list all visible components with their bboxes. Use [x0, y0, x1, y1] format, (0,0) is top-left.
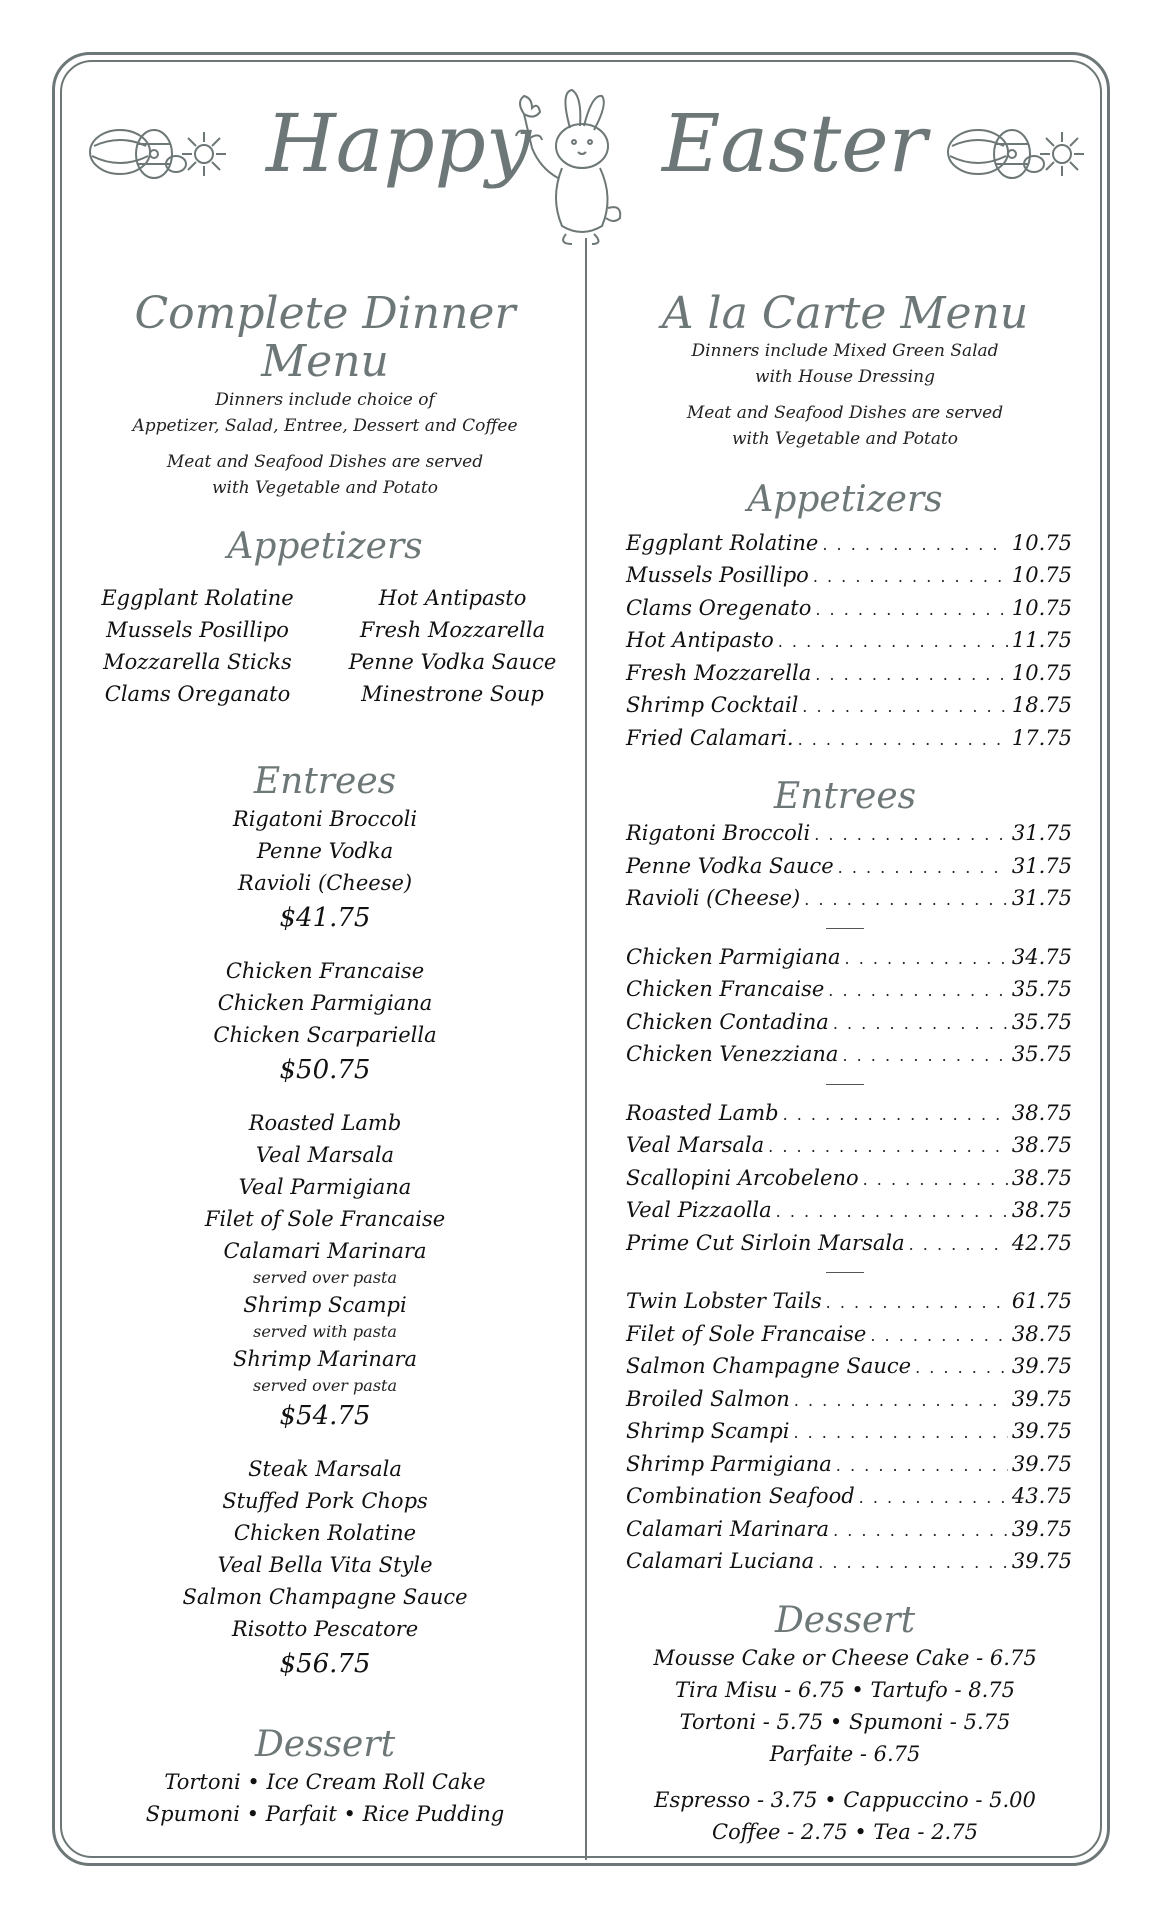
- entree-item: Chicken Parmigiana: [217, 991, 433, 1016]
- complete-note: Appetizer, Salad, Entree, Dessert and Coffee: [132, 415, 518, 436]
- price-row: [600, 1039, 1090, 1072]
- column-divider: [585, 238, 587, 1860]
- dish-name: Shrimp Cocktail: [626, 693, 799, 718]
- price-row: [600, 1007, 1090, 1040]
- appetizer-item: Mussels Posillipo: [106, 617, 289, 642]
- dish-name: Broiled Salmon: [626, 1386, 790, 1411]
- price-row: [600, 942, 1090, 975]
- price-row: [600, 690, 1090, 723]
- dish-price: 10.75: [1011, 530, 1072, 555]
- dessert-line: Parfaite - 6.75: [769, 1741, 921, 1766]
- dish-name: Chicken Venezziana: [626, 1042, 839, 1067]
- header-happy: Happy: [266, 97, 532, 190]
- entree-item: Filet of Sole Francaise: [204, 1207, 446, 1232]
- dish-price: 42.75: [1011, 1230, 1072, 1255]
- entree-group: [80, 1453, 570, 1683]
- dish-name: Fresh Mozzarella: [626, 660, 812, 685]
- complete-menu-title: Complete Dinner Menu: [134, 288, 516, 388]
- entree-item: Veal Bella Vita Style: [217, 1553, 433, 1578]
- dish-name: Ravioli (Cheese): [626, 886, 801, 911]
- alacarte-note: Dinners include Mixed Green Salad: [691, 341, 999, 362]
- price-row: [600, 723, 1090, 756]
- dish-price: 35.75: [1011, 1009, 1072, 1034]
- alacarte-menu-title: A la Carte Menu: [661, 288, 1029, 339]
- dish-name: Eggplant Rolatine: [626, 530, 819, 555]
- price-row: [600, 1449, 1090, 1482]
- price-row: [600, 851, 1090, 884]
- easter-eggs-icon: [946, 120, 1086, 182]
- easter-bunny-icon: [510, 88, 640, 248]
- price-row: [600, 1514, 1090, 1547]
- price-row: [600, 560, 1090, 593]
- dish-price: 38.75: [1011, 1165, 1072, 1190]
- dish-price: 10.75: [1011, 563, 1072, 588]
- dish-name: Calamari Marinara: [626, 1516, 830, 1541]
- dish-name: Calamari Luciana: [626, 1549, 815, 1574]
- price-row: [600, 818, 1090, 851]
- group-separator: [826, 928, 864, 929]
- dessert-line: Tortoni - 5.75 • Spumoni - 5.75: [679, 1709, 1011, 1734]
- group-price: $50.75: [279, 1055, 371, 1086]
- price-row: [600, 1546, 1090, 1579]
- dish-price: 38.75: [1011, 1133, 1072, 1158]
- dish-price: 39.75: [1011, 1386, 1072, 1411]
- dessert-heading: Dessert: [774, 1599, 916, 1641]
- dish-name: Prime Cut Sirloin Marsala: [626, 1230, 905, 1255]
- dish-name: Filet of Sole Francaise: [626, 1321, 867, 1346]
- dish-name: Chicken Contadina: [626, 1009, 829, 1034]
- entree-group: [80, 1107, 570, 1435]
- price-row: [600, 1384, 1090, 1417]
- dish-price: 39.75: [1011, 1549, 1072, 1574]
- dish-name: Shrimp Parmigiana: [626, 1451, 832, 1476]
- dish-price: 38.75: [1011, 1321, 1072, 1346]
- entree-item: Roasted Lamb: [248, 1111, 402, 1136]
- entree-item: Stuffed Pork Chops: [222, 1489, 428, 1514]
- dish-name: Combination Seafood: [626, 1484, 855, 1509]
- dish-name: Veal Pizzaolla: [626, 1198, 772, 1223]
- complete-note: with Vegetable and Potato: [211, 477, 439, 498]
- a-la-carte-menu: [600, 290, 1090, 1848]
- dish-name: Fried Calamari.: [626, 725, 794, 750]
- drinks-line: Espresso - 3.75 • Cappuccino - 5.00: [654, 1787, 1036, 1812]
- appetizer-item: Eggplant Rolatine: [101, 585, 294, 610]
- dish-price: 35.75: [1011, 977, 1072, 1002]
- entree-item: Chicken Scarpariella: [213, 1023, 437, 1048]
- entree-item: Steak Marsala: [248, 1457, 402, 1482]
- dish-price: 18.75: [1011, 693, 1072, 718]
- dessert-line: Mousse Cake or Cheese Cake - 6.75: [653, 1645, 1037, 1670]
- dish-price: 31.75: [1011, 853, 1072, 878]
- entree-note: served with pasta: [253, 1322, 397, 1342]
- entree-item: Penne Vodka: [256, 839, 394, 864]
- dish-name: Rigatoni Broccoli: [626, 821, 811, 846]
- appetizer-item: Penne Vodka Sauce: [348, 649, 557, 674]
- entree-item: Shrimp Scampi: [243, 1293, 407, 1318]
- dessert-line: Tortoni • Ice Cream Roll Cake: [164, 1770, 486, 1795]
- dish-price: 31.75: [1011, 821, 1072, 846]
- price-row: [600, 658, 1090, 691]
- entrees-heading: Entrees: [773, 776, 917, 818]
- dish-price: 10.75: [1011, 595, 1072, 620]
- appetizers-list: [80, 582, 570, 710]
- dish-name: Twin Lobster Tails: [626, 1289, 822, 1314]
- entrees-heading: Entrees: [253, 760, 397, 802]
- appetizer-item: Mozzarella Sticks: [103, 649, 292, 674]
- entree-item: Risotto Pescatore: [231, 1617, 419, 1642]
- price-row: [600, 1228, 1090, 1261]
- dish-name: Chicken Francaise: [626, 977, 825, 1002]
- alacarte-note: with House Dressing: [755, 367, 935, 388]
- entree-item: Shrimp Marinara: [232, 1347, 418, 1372]
- dish-price: 43.75: [1011, 1484, 1072, 1509]
- dish-price: 11.75: [1011, 628, 1072, 653]
- appetizer-item: Hot Antipasto: [378, 585, 527, 610]
- dish-name: Chicken Parmigiana: [626, 944, 841, 969]
- dish-price: 35.75: [1011, 1042, 1072, 1067]
- dish-price: 61.75: [1011, 1289, 1072, 1314]
- dish-price: 10.75: [1011, 660, 1072, 685]
- appetizer-item: Clams Oreganato: [104, 681, 291, 706]
- price-row: [600, 1098, 1090, 1131]
- alacarte-note: with Vegetable and Potato: [731, 429, 959, 450]
- entree-item: Veal Parmigiana: [238, 1175, 412, 1200]
- dish-price: 17.75: [1011, 725, 1072, 750]
- dessert-heading: Dessert: [254, 1724, 396, 1766]
- entrees-price-list: [600, 818, 1090, 1579]
- drinks-line: Coffee - 2.75 • Tea - 2.75: [712, 1819, 978, 1844]
- appetizers-heading: Appetizers: [747, 479, 943, 521]
- price-row: [600, 1416, 1090, 1449]
- dish-name: Roasted Lamb: [626, 1100, 779, 1125]
- dish-name: Shrimp Scampi: [626, 1419, 790, 1444]
- entree-item: Veal Marsala: [255, 1143, 395, 1168]
- entree-item: Chicken Rolatine: [233, 1521, 417, 1546]
- dish-price: 38.75: [1011, 1100, 1072, 1125]
- dish-price: 39.75: [1011, 1354, 1072, 1379]
- entree-group: [80, 955, 570, 1089]
- entree-item: Rigatoni Broccoli: [232, 807, 418, 832]
- group-separator: [826, 1272, 864, 1273]
- complete-note: Meat and Seafood Dishes are served: [166, 451, 484, 472]
- price-row: [600, 1481, 1090, 1514]
- dish-name: Mussels Posillipo: [626, 563, 809, 588]
- price-row: [600, 974, 1090, 1007]
- price-row: [600, 1351, 1090, 1384]
- price-row: [600, 1195, 1090, 1228]
- price-row: [600, 1163, 1090, 1196]
- dish-price: 31.75: [1011, 886, 1072, 911]
- complete-dinner-menu: [80, 290, 570, 1830]
- header-easter: Easter: [662, 97, 927, 190]
- price-row: [600, 883, 1090, 916]
- entree-group: [80, 803, 570, 937]
- dish-name: Veal Marsala: [626, 1133, 765, 1158]
- dish-name: Clams Oregenato: [626, 595, 812, 620]
- dessert-line: Tira Misu - 6.75 • Tartufo - 8.75: [675, 1677, 1015, 1702]
- dish-name: Penne Vodka Sauce: [626, 853, 834, 878]
- price-row: [600, 625, 1090, 658]
- easter-eggs-icon: [88, 120, 228, 182]
- price-row: [600, 1319, 1090, 1352]
- complete-note: Dinners include choice of: [215, 389, 435, 410]
- entree-item: Chicken Francaise: [225, 959, 425, 984]
- group-price: $54.75: [279, 1401, 371, 1432]
- appetizers-price-list: [600, 528, 1090, 756]
- entree-note: served over pasta: [253, 1268, 397, 1288]
- appetizer-item: Fresh Mozzarella: [359, 617, 546, 642]
- appetizers-heading: Appetizers: [227, 525, 423, 567]
- dessert-line: Spumoni • Parfait • Rice Pudding: [145, 1802, 505, 1827]
- group-separator: [826, 1084, 864, 1085]
- entree-item: Salmon Champagne Sauce: [182, 1585, 468, 1610]
- price-row: [600, 1130, 1090, 1163]
- price-row: [600, 593, 1090, 626]
- dish-name: Salmon Champagne Sauce: [626, 1354, 912, 1379]
- appetizer-item: Minestrone Soup: [361, 681, 544, 706]
- dish-name: Scallopini Arcobeleno: [626, 1165, 859, 1190]
- dish-price: 34.75: [1011, 944, 1072, 969]
- price-row: [600, 528, 1090, 561]
- dish-price: 38.75: [1011, 1198, 1072, 1223]
- dish-price: 39.75: [1011, 1451, 1072, 1476]
- entree-item: Calamari Marinara: [223, 1239, 427, 1264]
- entree-note: served over pasta: [253, 1376, 397, 1396]
- entree-item: Ravioli (Cheese): [237, 871, 413, 896]
- dish-price: 39.75: [1011, 1516, 1072, 1541]
- price-row: [600, 1286, 1090, 1319]
- group-price: $41.75: [279, 903, 371, 934]
- dish-price: 39.75: [1011, 1419, 1072, 1444]
- group-price: $56.75: [279, 1649, 371, 1680]
- alacarte-note: Meat and Seafood Dishes are served: [686, 403, 1004, 424]
- dish-name: Hot Antipasto: [626, 628, 774, 653]
